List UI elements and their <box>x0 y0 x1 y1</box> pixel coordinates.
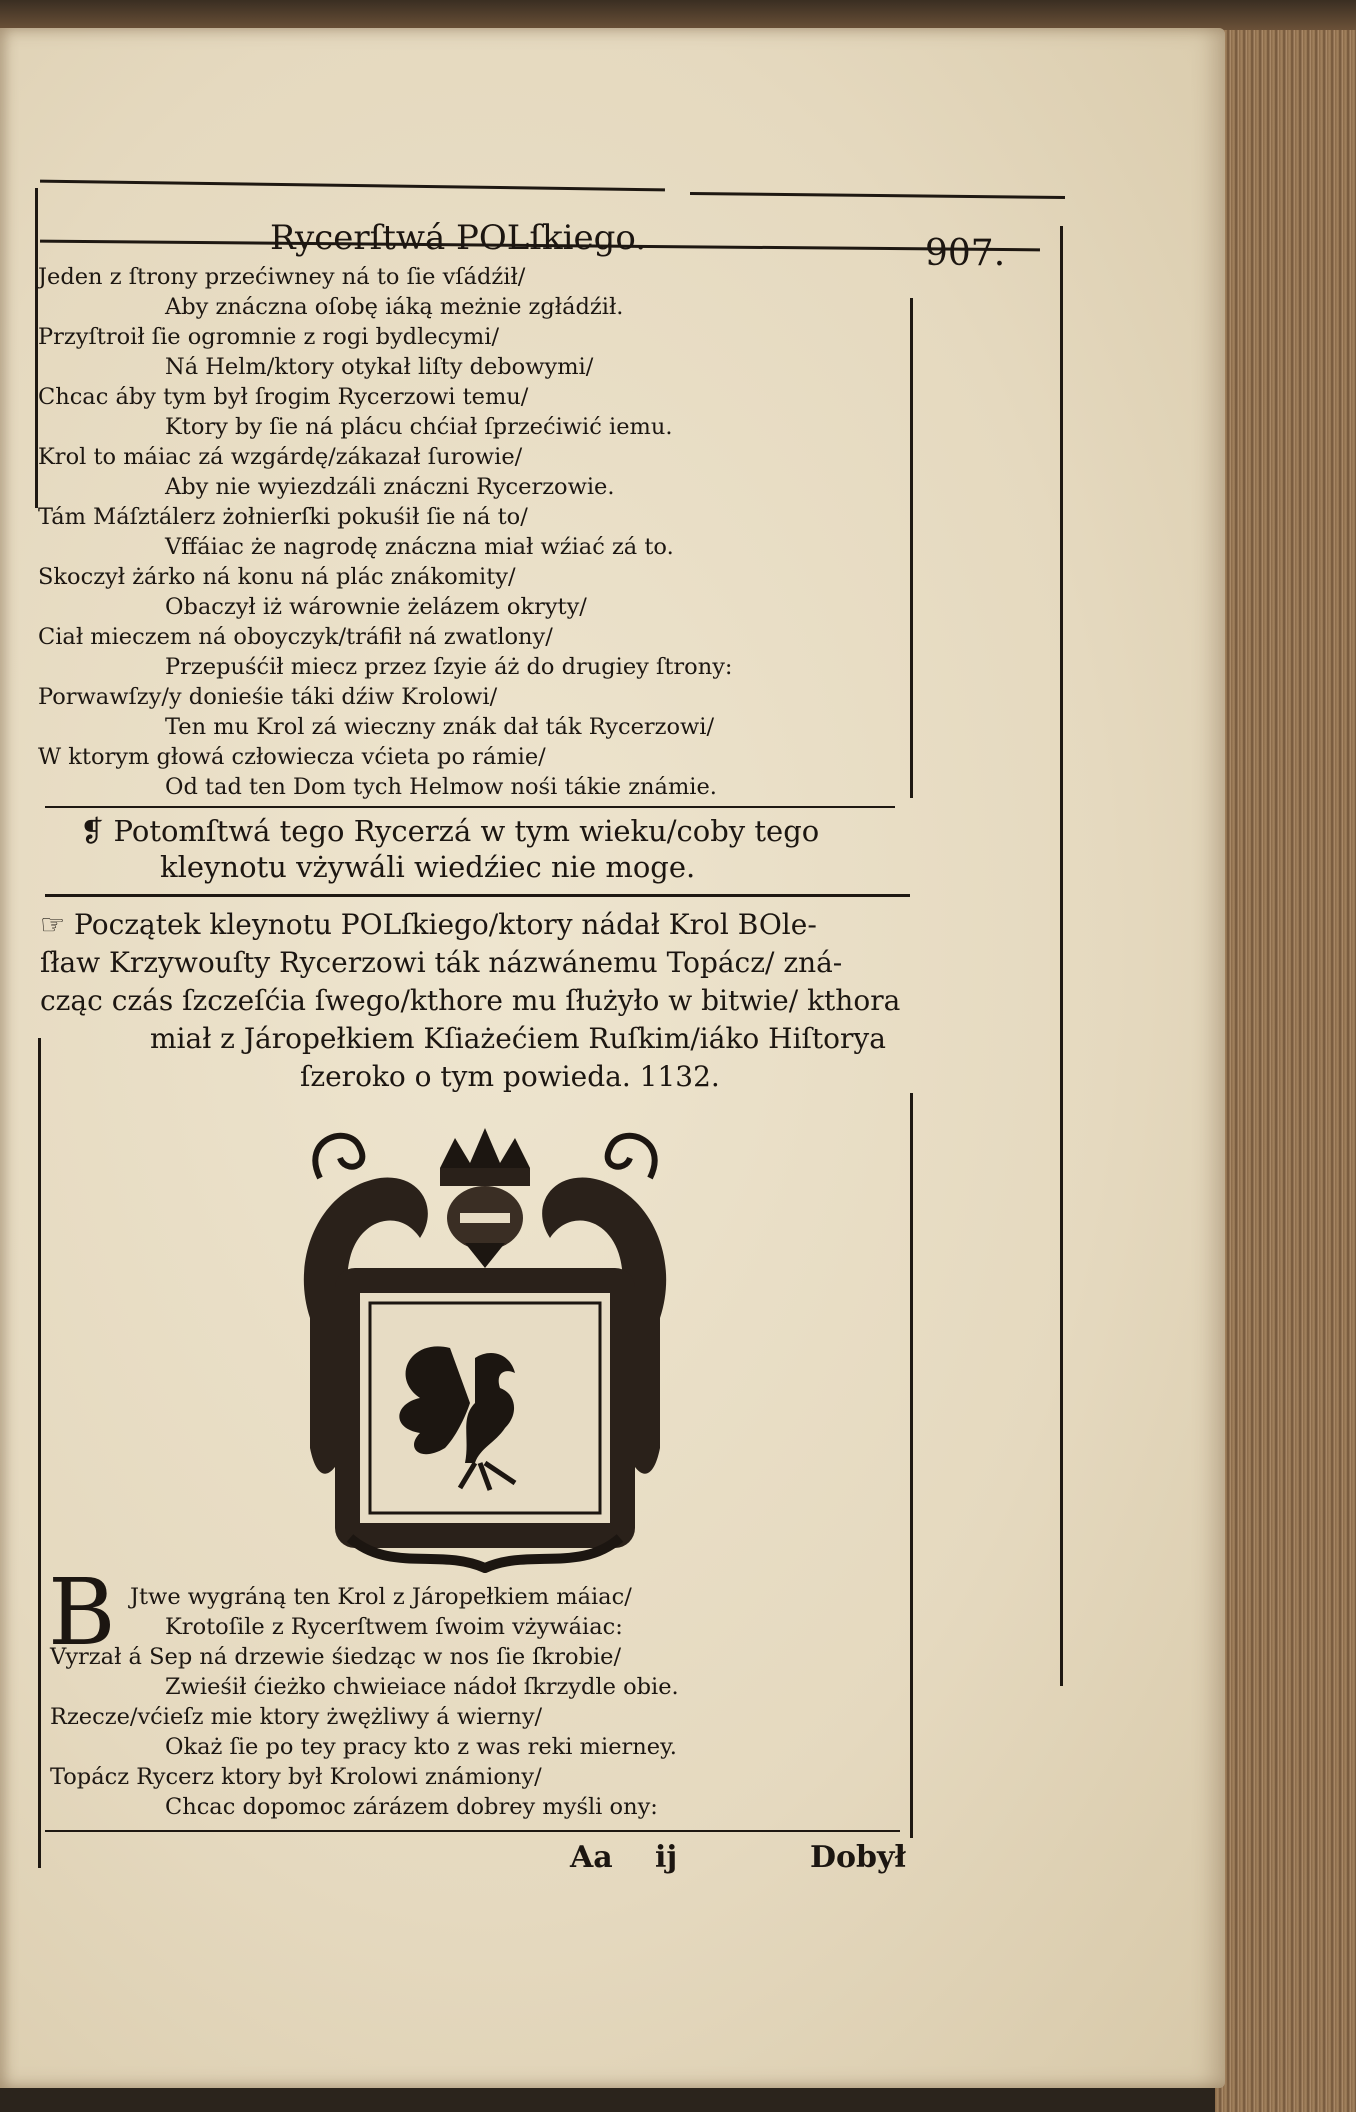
section-heading-line: ſzeroko o tym powieda. 1132. <box>300 1060 720 1093</box>
verse-line: Obaczył iż wárownie żelázem okryty/ <box>165 594 587 620</box>
frame-right-rule-outer <box>1060 226 1063 1686</box>
verse-line: Od tad ten Dom tych Helmow nośi tákie známie. <box>165 774 717 800</box>
signature-mark: Aa <box>570 1840 613 1875</box>
section-heading-line: miał z Járopełkiem Kſiażećiem Ruſkim/iáko Hiſtorya <box>150 1022 886 1055</box>
verse-line: Ciał mieczem ná oboyczyk/tráfił ná zwatlony/ <box>38 624 553 650</box>
verse-line: Topácz Rycerz ktory był Krolowi známiony/ <box>50 1764 542 1790</box>
rule-below-verse <box>45 806 895 808</box>
verse-line: Jtwe wygráną ten Krol z Járopełkiem máiac/ <box>130 1584 632 1610</box>
verse-line: Krotoſile z Rycerſtwem ſwoim vżywáiac: <box>165 1614 623 1640</box>
verse-line: Vyrzał á Sep ná drzewie śiedząc w nos ſie ſkrobie/ <box>50 1644 622 1670</box>
running-title: Rycerſtwá POLſkiego. <box>270 218 647 258</box>
signature-number: ij <box>655 1840 678 1875</box>
section-heading-line: ſław Krzywouſty Rycerzowi ták názwánemu Topácz/ zná- <box>40 946 843 979</box>
verse-line: Przepuśćił miecz przez ſzyie áż do drugiey ſtrony: <box>165 654 733 680</box>
descendants-note-line: kleynotu vżywáli wiedźiec nie moge. <box>160 850 696 884</box>
frame-top-rule-right <box>690 192 1065 199</box>
verse-line: Przyſtroił ſie ogromnie z rogi bydlecymi/ <box>38 324 500 350</box>
coat-of-arms-woodcut <box>290 1118 680 1573</box>
verse-line: Jeden z ſtrony przećiwney ná to ſie vſádźił/ <box>38 264 526 290</box>
book-page <box>0 28 1225 2088</box>
section-heading-line: ☞ Początek kleynotu POLſkiego/ktory nádał Krol BOle- <box>40 908 817 941</box>
verse-line: Rzecze/vćieſz mie ktory żwężliwy á wierny/ <box>50 1704 543 1730</box>
verse-line: Chcac áby tym był ſrogim Rycerzowi temu/ <box>38 384 529 410</box>
frame-top-rule <box>40 180 665 192</box>
verse-line: Vffáiac że nagrodę znáczna miał wźiać zá to. <box>165 534 674 560</box>
verse-line: Krol to máiac zá wzgárdę/zákazał ſurowie/ <box>38 444 523 470</box>
book-fore-edge <box>1215 30 1356 2112</box>
section-heading-line: cząc czás ſzczeſćia ſwego/kthore mu ſłużyło w bitwie/ kthora <box>40 984 901 1017</box>
rule-footer <box>45 1830 900 1832</box>
frame-right-rule-inner <box>910 298 913 798</box>
verse-line: W ktorym głowá człowiecza vćieta po rámie/ <box>38 744 546 770</box>
verse-line: Porwawſzy/y donieśie táki dźiw Krolowi/ <box>38 684 498 710</box>
verse-line: Skoczył żárko ná konu ná plác znákomity/ <box>38 564 516 590</box>
book-top-edge <box>0 0 1356 30</box>
frame-right-rule-lower <box>910 1093 913 1838</box>
verse-line: Aby nie wyiezdzáli znáczni Rycerzowie. <box>165 474 615 500</box>
verse-line: Zwieśił ćieżko chwieiace nádoł ſkrzydle obie. <box>165 1674 679 1700</box>
catchword: Dobył <box>810 1840 906 1875</box>
verse-line: Ná Helm/ktory otykał liſty debowymi/ <box>165 354 594 380</box>
page-number: 907. <box>925 233 1006 274</box>
frame-left-rule <box>38 1038 41 1868</box>
verse-line: Aby znáczna oſobę iáką meżnie zgłádźił. <box>165 294 624 320</box>
descendants-note-line: ❡ Potomſtwá tego Rycerzá w tym wieku/coby tego <box>80 814 820 848</box>
verse-line: Okaż ſie po tey pracy kto z was reki mierney. <box>165 1734 677 1760</box>
verse-line: Tám Máſztálerz żołnierſki pokuśił ſie ná to/ <box>38 504 528 530</box>
verse-line: Chcac dopomoc zárázem dobrey myśli ony: <box>165 1794 658 1820</box>
drop-cap: B <box>48 1559 116 1666</box>
verse-line: Ten mu Krol zá wieczny znák dał ták Rycerzowi/ <box>165 714 715 740</box>
rule-below-note <box>45 894 910 897</box>
verse-line: Ktory by ſie ná plácu chćiał ſprzećiwić iemu. <box>165 414 673 440</box>
